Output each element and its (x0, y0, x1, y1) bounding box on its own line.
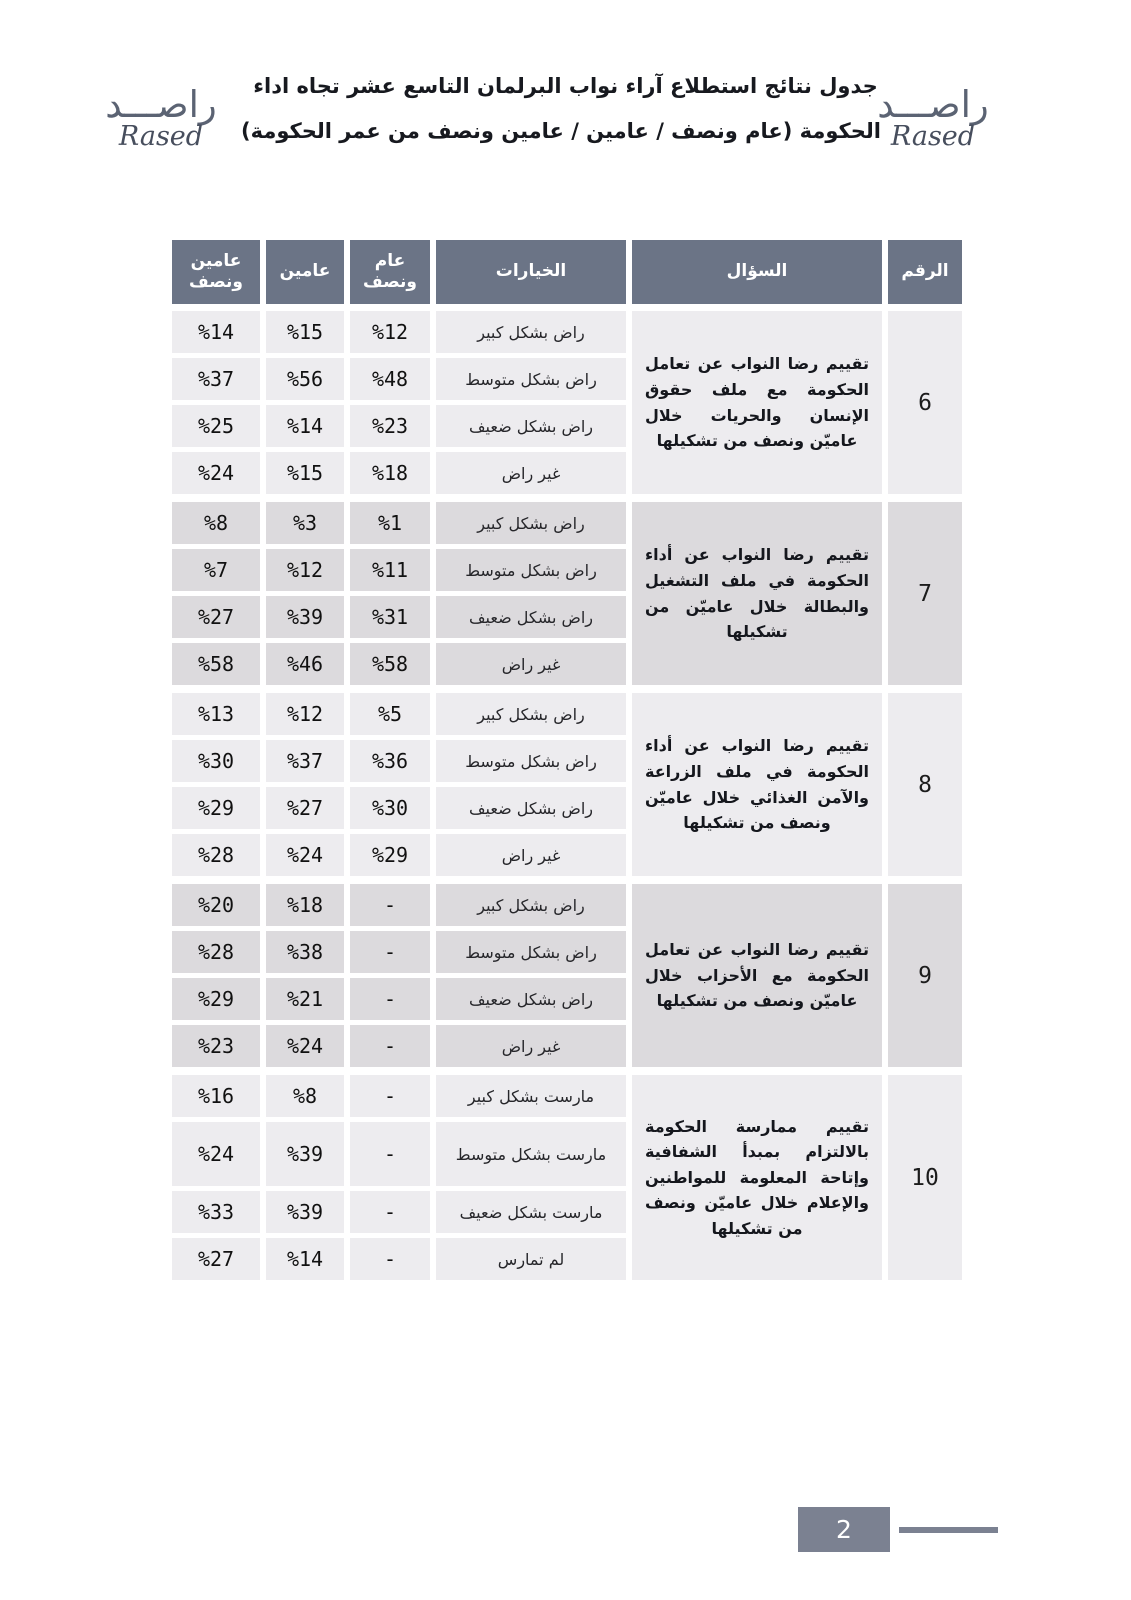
question-text: تقييم رضا النواب عن أداء الحكومة في ملف الزراعة والآمن الغذائي خلال عاميّن ونصف من تشكيلها (645, 736, 869, 833)
value-year-and-half: %18 (350, 452, 430, 494)
table-header-row (168, 240, 962, 304)
value-year-and-half: %1 (350, 502, 430, 544)
value-year-and-half: %12 (350, 311, 430, 353)
value-two-years: %27 (266, 787, 344, 829)
value-two-years-and-half: %28 (172, 931, 260, 973)
option-label: مارست بشكل ضعيف (436, 1191, 626, 1233)
value-two-years: %39 (266, 1122, 344, 1186)
option-label: راض بشكل ضعيف (436, 978, 626, 1020)
value-two-years-and-half: %13 (172, 693, 260, 735)
footer-rule (899, 1527, 998, 1533)
value-two-years-and-half: %29 (172, 978, 260, 1020)
question-cell (632, 502, 882, 685)
value-two-years-and-half: %29 (172, 787, 260, 829)
value-two-years-and-half: %23 (172, 1025, 260, 1067)
value-two-years: %56 (266, 358, 344, 400)
rased-logo-latin-text: Rased (890, 120, 976, 152)
question-number: 6 (888, 311, 962, 494)
page-title-line-1: جدول نتائج استطلاع آراء نواب البرلمان التاسع عشر تجاه اداء (253, 74, 878, 98)
question-cell (632, 693, 882, 876)
page-title-line-2: الحكومة (عام ونصف / عامين / عامين ونصف من عمر الحكومة) (240, 119, 881, 143)
value-two-years-and-half: %14 (172, 311, 260, 353)
value-year-and-half: %5 (350, 693, 430, 735)
option-label: غير راض (436, 1025, 626, 1067)
value-year-and-half: - (350, 1122, 430, 1186)
value-two-years: %15 (266, 311, 344, 353)
question-text: تقييم رضا النواب عن أداء الحكومة في ملف التشغيل والبطالة خلال عاميّن من تشكيلها (645, 545, 869, 642)
question-cell (632, 1075, 882, 1280)
page-title (240, 64, 881, 154)
value-year-and-half: - (350, 1191, 430, 1233)
value-two-years: %3 (266, 502, 344, 544)
rased-logo-arabic-text: راصـــد (877, 83, 989, 126)
value-two-years: %21 (266, 978, 344, 1020)
question-text: تقييم رضا النواب عن تعامل الحكومة مع الأحزاب خلال عاميّن ونصف من تشكيلها (645, 940, 869, 1011)
option-label: راض بشكل متوسط (436, 358, 626, 400)
option-label: راض بشكل متوسط (436, 740, 626, 782)
value-two-years: %15 (266, 452, 344, 494)
value-year-and-half: - (350, 978, 430, 1020)
value-year-and-half: %29 (350, 834, 430, 876)
option-label: راض بشكل متوسط (436, 931, 626, 973)
option-label: راض بشكل ضعيف (436, 787, 626, 829)
value-two-years-and-half: %8 (172, 502, 260, 544)
question-cell (632, 884, 882, 1067)
value-two-years-and-half: %27 (172, 1238, 260, 1280)
value-two-years-and-half: %16 (172, 1075, 260, 1117)
value-two-years: %12 (266, 693, 344, 735)
value-year-and-half: %48 (350, 358, 430, 400)
question-block-9 (168, 884, 962, 1067)
question-block-10 (168, 1075, 962, 1280)
value-two-years: %38 (266, 931, 344, 973)
value-two-years: %12 (266, 549, 344, 591)
value-year-and-half: - (350, 1238, 430, 1280)
value-two-years: %37 (266, 740, 344, 782)
value-two-years-and-half: %24 (172, 1122, 260, 1186)
value-two-years: %14 (266, 1238, 344, 1280)
option-label: راض بشكل ضعيف (436, 596, 626, 638)
value-two-years: %14 (266, 405, 344, 447)
page-number-badge: 2 (798, 1507, 890, 1552)
value-year-and-half: %30 (350, 787, 430, 829)
question-number: 8 (888, 693, 962, 876)
question-block-6 (168, 311, 962, 494)
value-year-and-half: %58 (350, 643, 430, 685)
option-label: راض بشكل متوسط (436, 549, 626, 591)
question-text: تقييم رضا النواب عن تعامل الحكومة مع ملف حقوق الإنسان والحريات خلال عاميّن ونصف من تشكيلها (645, 354, 869, 451)
option-label: راض بشكل كبير (436, 502, 626, 544)
rased-logo-right (868, 84, 998, 152)
value-year-and-half: - (350, 1075, 430, 1117)
header-cell-two-years: عامين (266, 240, 344, 304)
value-two-years: %8 (266, 1075, 344, 1117)
value-year-and-half: %23 (350, 405, 430, 447)
value-two-years-and-half: %30 (172, 740, 260, 782)
value-year-and-half: %36 (350, 740, 430, 782)
value-two-years-and-half: %25 (172, 405, 260, 447)
option-label: راض بشكل كبير (436, 311, 626, 353)
value-year-and-half: - (350, 884, 430, 926)
question-number: 9 (888, 884, 962, 1067)
header-cell-number: الرقم (888, 240, 962, 304)
value-two-years-and-half: %24 (172, 452, 260, 494)
value-two-years-and-half: %27 (172, 596, 260, 638)
option-label: راض بشكل كبير (436, 884, 626, 926)
value-two-years-and-half: %58 (172, 643, 260, 685)
value-year-and-half: %11 (350, 549, 430, 591)
value-year-and-half: - (350, 1025, 430, 1067)
option-label: مارست بشكل كبير (436, 1075, 626, 1117)
value-two-years-and-half: %33 (172, 1191, 260, 1233)
value-year-and-half: - (350, 931, 430, 973)
option-label: غير راض (436, 643, 626, 685)
value-two-years: %46 (266, 643, 344, 685)
option-label: غير راض (436, 834, 626, 876)
rased-logo-arabic-text: راصـــد (105, 83, 217, 126)
question-cell (632, 311, 882, 494)
question-text: تقييم ممارسة الحكومة بالالتزام بمبدأ الشفافية وإتاحة المعلومة للمواطنين والإعلام خلال عاميّن ونصف من تشكيلها (645, 1116, 869, 1238)
option-label: مارست بشكل متوسط (436, 1122, 626, 1186)
option-label: لم تمارس (436, 1238, 626, 1280)
value-two-years: %24 (266, 1025, 344, 1067)
value-year-and-half: %31 (350, 596, 430, 638)
question-block-7 (168, 502, 962, 685)
option-label: راض بشكل كبير (436, 693, 626, 735)
value-two-years: %39 (266, 596, 344, 638)
question-number: 7 (888, 502, 962, 685)
header-cell-question: السؤال (632, 240, 882, 304)
survey-results-table (168, 240, 962, 1288)
value-two-years-and-half: %28 (172, 834, 260, 876)
option-label: راض بشكل ضعيف (436, 405, 626, 447)
rased-logo-latin-text: Rased (118, 120, 204, 152)
question-number: 10 (888, 1075, 962, 1280)
rased-logo-left (96, 84, 226, 152)
question-block-8 (168, 693, 962, 876)
option-label: غير راض (436, 452, 626, 494)
header-cell-year-and-half: عام ونصف (350, 240, 430, 304)
value-two-years: %24 (266, 834, 344, 876)
value-two-years: %18 (266, 884, 344, 926)
value-two-years-and-half: %7 (172, 549, 260, 591)
value-two-years-and-half: %37 (172, 358, 260, 400)
header-cell-options: الخيارات (436, 240, 626, 304)
value-two-years-and-half: %20 (172, 884, 260, 926)
value-two-years: %39 (266, 1191, 344, 1233)
header-cell-two-years-and-half: عامين ونصف (172, 240, 260, 304)
